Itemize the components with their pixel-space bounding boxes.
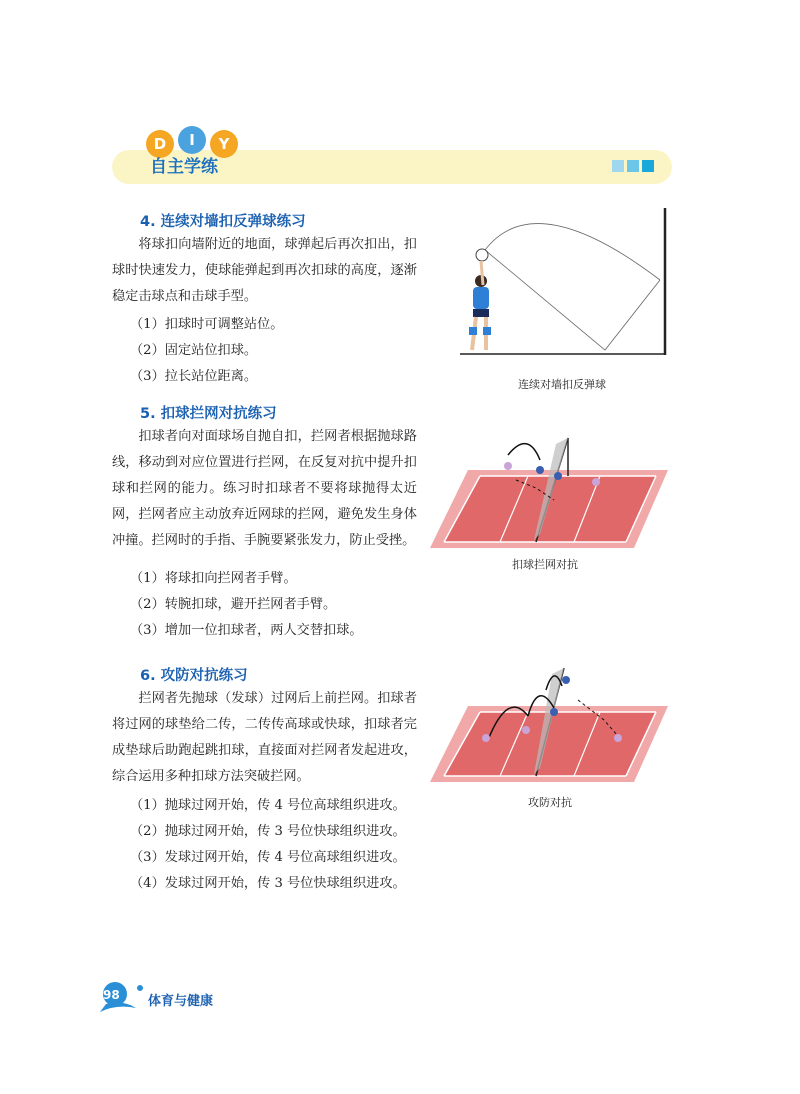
section-header-title: 自主学练 (150, 157, 218, 177)
section-6-item-2: （2）抛球过网开始，传 3 号位快球组织进攻。 (130, 824, 406, 839)
section-4-item-2: （2）固定站位扣球。 (130, 343, 258, 358)
book-title: 体育与健康 (148, 994, 214, 1009)
section-5-title: 5. 扣球拦网对抗练习 (140, 406, 277, 422)
player-receiver (482, 734, 490, 742)
section-5-item-1: （1）将球扣向拦网者手臂。 (130, 571, 297, 586)
player-spiker-2 (592, 478, 600, 486)
caption-wall-rebound: 连续对墙扣反弹球 (518, 378, 606, 391)
section-6-item-3: （3）发球过网开始，传 4 号位高球组织进攻。 (130, 850, 406, 865)
square-1 (612, 160, 624, 172)
decorative-squares (612, 160, 654, 172)
spike-block-illustration (428, 430, 670, 550)
section-6-paragraph: 拦网者先抛球（发球）过网后上前拦网。扣球者将过网的球垫给二传，二传传高球或快球，扣球者完成垫球后助跑起跳扣球，直接面对拦网者发起进攻，综合运用多种扣球方法突破拦网。 (112, 691, 417, 784)
ball-path-rebound (485, 250, 660, 350)
section-4-item-1: （1）扣球时可调整站位。 (130, 317, 284, 332)
section-5-paragraph: 扣球者向对面球场自抛自扣，拦网者根据抛球路线，移动到对应位置进行拦网，在反复对抗中提升扣球和拦网的能力。练习时扣球者不要将球抛得太近网，拦网者应主动放弃近网球的拦网，避免发生身体冲撞。拦网时的手指、手腕要紧张发力，防止受挫。 (112, 429, 417, 548)
section-6-item-4: （4）发球过网开始，传 3 号位快球组织进攻。 (130, 876, 406, 891)
diy-letter-i: I (189, 131, 195, 149)
player-back (614, 734, 622, 742)
diy-letter-d: D (153, 135, 167, 153)
section-4-paragraph: 将球扣向墙附近的地面，球弹起后再次扣出，扣球时快速发力，使球能弹起到再次扣球的高度，逐渐稳定击球点和击球手型。 (112, 237, 417, 304)
section-4-item-3: （3）拉长站位距离。 (130, 369, 258, 384)
caption-offense-defense: 攻防对抗 (528, 796, 572, 809)
section-5-item-3: （3）增加一位扣球者，两人交替扣球。 (130, 623, 363, 638)
knee-pad-left (469, 327, 477, 335)
page-number: 98 (103, 988, 120, 1002)
ball-path-arrow (508, 444, 540, 460)
player-blocker-2 (554, 472, 562, 480)
caption-spike-block: 扣球拦网对抗 (512, 558, 578, 571)
player-shorts (473, 309, 489, 317)
player-blocker-3 (550, 708, 558, 716)
player-spiker (504, 462, 512, 470)
section-6-title: 6. 攻防对抗练习 (140, 668, 248, 684)
wall-rebound-illustration (455, 205, 675, 360)
player-setter (522, 726, 530, 734)
player-jersey (473, 287, 489, 309)
runner-head-icon (137, 985, 143, 991)
player-server (562, 676, 570, 684)
diy-letter-y: Y (218, 135, 230, 153)
square-3 (642, 160, 654, 172)
section-4-title: 4. 连续对墙扣反弹球练习 (140, 214, 306, 230)
square-2 (627, 160, 639, 172)
section-5-item-2: （2）转腕扣球，避开拦网者手臂。 (130, 597, 337, 612)
section-6-item-1: （1）抛球过网开始，传 4 号位高球组织进攻。 (130, 798, 406, 813)
volleyball-icon (476, 249, 488, 261)
player-blocker (536, 466, 544, 474)
knee-pad-right (483, 327, 491, 335)
runner-swoosh (100, 1003, 136, 1012)
offense-defense-illustration (428, 660, 670, 786)
player-arm (481, 261, 483, 285)
